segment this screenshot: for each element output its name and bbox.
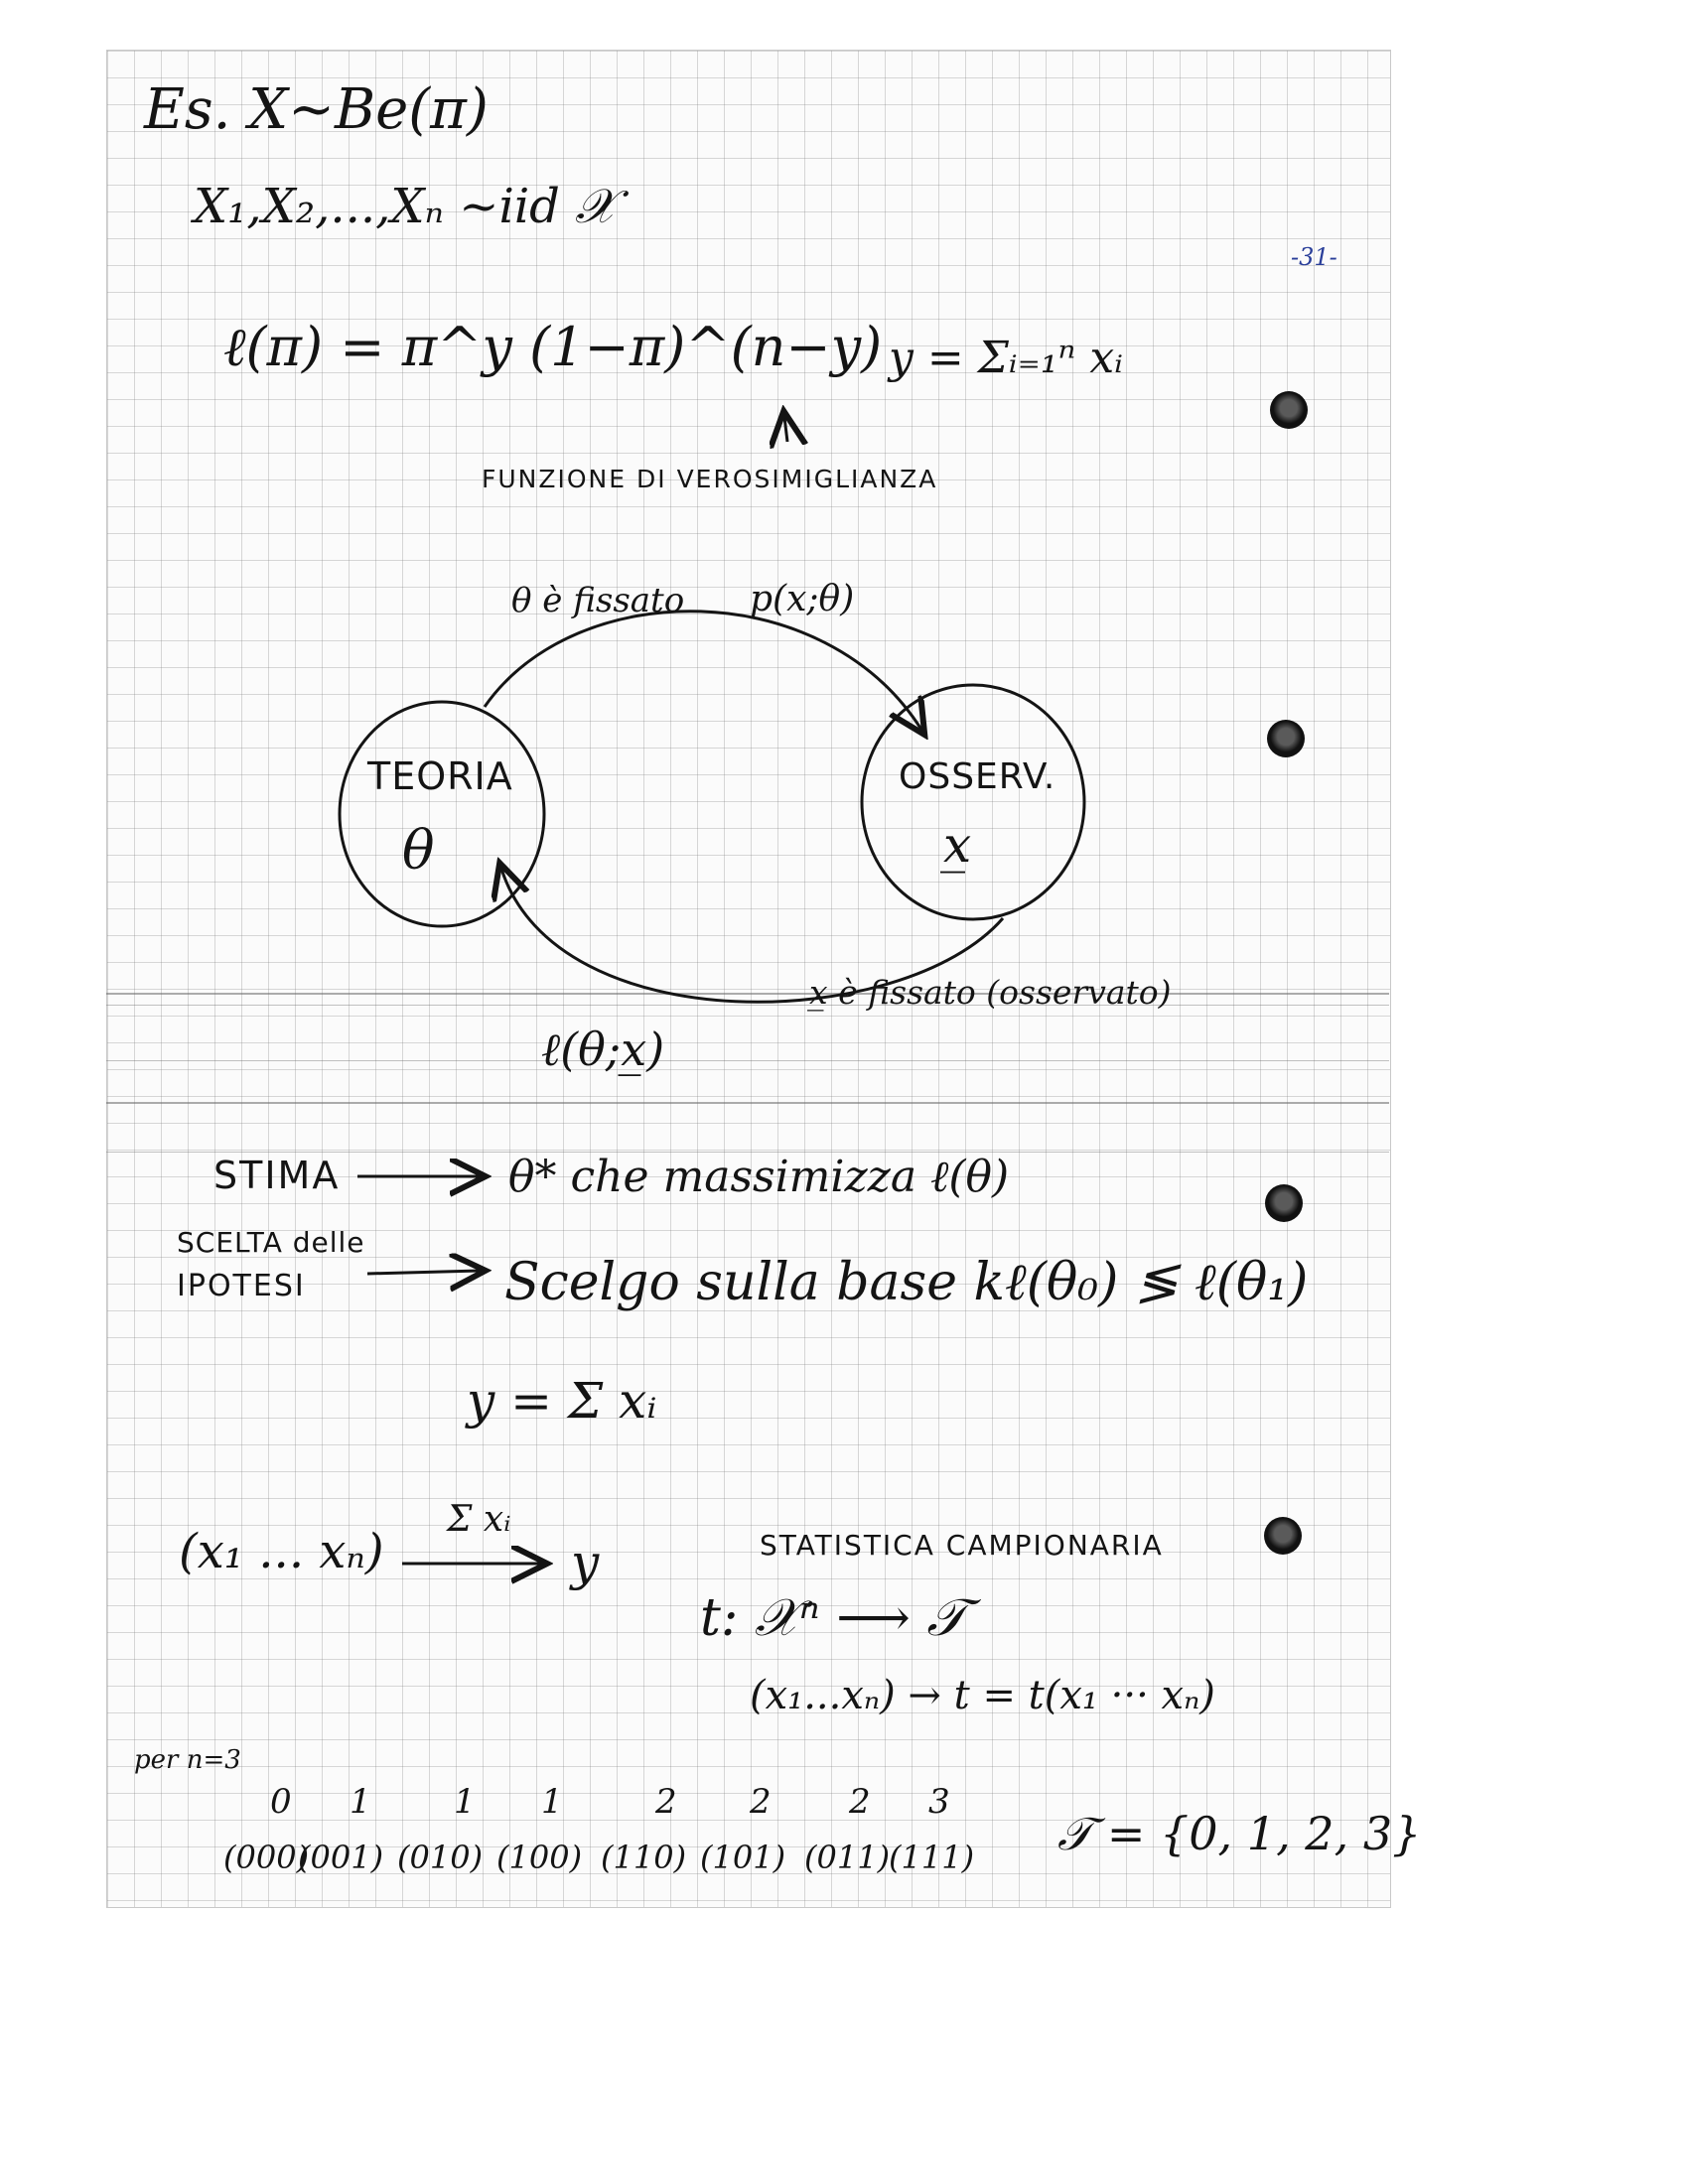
statistic-range-set: 𝒯 = {0, 1, 2, 3} <box>1057 1807 1422 1860</box>
sum-value: 1 <box>350 1782 371 1822</box>
top-arrow-condition: θ è fissato <box>511 581 685 620</box>
binary-tuple: (101) <box>700 1839 786 1876</box>
statistic-caption: STATISTICA CAMPIONARIA <box>760 1529 1164 1562</box>
theory-node-title: TEORIA <box>367 754 513 798</box>
sum-value: 3 <box>928 1782 950 1822</box>
example-heading: Es. X~Be(π) <box>144 77 489 142</box>
binary-tuple: (111) <box>889 1839 975 1876</box>
bottom-arrow-condition: x̲ è fissato (osservato) <box>809 973 1172 1012</box>
tuple: (x₁ ... xₙ) <box>179 1524 384 1579</box>
likelihood-caption: FUNZIONE DI VEROSIMIGLIANZA <box>482 465 938 493</box>
binary-tuple: (110) <box>601 1839 687 1876</box>
theory-node-symbol: θ <box>402 819 435 882</box>
scelta-text: Scelgo sulla base kℓ(θ₀) ≶ ℓ(θ₁) <box>504 1253 1309 1312</box>
likelihood-formula: ℓ(π) = π^y (1−π)^(n−y) <box>223 316 883 378</box>
scelta-label-line1: SCELTA delle <box>177 1226 365 1259</box>
top-arrow <box>485 612 921 730</box>
sum-value: 1 <box>454 1782 476 1822</box>
caption-arrow <box>784 417 787 442</box>
map-target-y: y <box>571 1534 600 1591</box>
statistic-map: (x₁...xₙ) → t = t(x₁ ··· xₙ) <box>750 1673 1215 1718</box>
iid-sample: X₁,X₂,...,Xₙ ~iid 𝒳 <box>194 179 617 234</box>
page-number: -31- <box>1291 243 1337 271</box>
binary-tuple: (011) <box>804 1839 891 1876</box>
sum-value: 2 <box>750 1782 772 1822</box>
sum-value: 1 <box>541 1782 563 1822</box>
sum-value: 0 <box>270 1782 292 1822</box>
stima-text: θ* che massimizza ℓ(θ) <box>508 1152 1010 1202</box>
top-arrow-function: p(x;θ) <box>750 579 855 619</box>
bottom-arrow-function: ℓ(θ;x̲) <box>541 1023 665 1076</box>
n3-label: per n=3 <box>134 1745 241 1775</box>
sum-definition: y = Σᵢ₌₁ⁿ xᵢ <box>889 333 1124 383</box>
statistic-definition: t: 𝒳ⁿ ⟶ 𝒯 <box>700 1588 967 1648</box>
observation-node-title: OSSERV. <box>899 756 1056 797</box>
binary-tuple: (100) <box>496 1839 583 1876</box>
stima-label: STIMA <box>213 1154 341 1197</box>
observation-node-circle <box>862 685 1084 919</box>
scelta-arrow <box>367 1271 480 1274</box>
scelta-label-line2: IPOTESI <box>177 1269 306 1303</box>
observation-node-symbol: x̲ <box>943 816 972 874</box>
binary-tuple: (001) <box>298 1839 384 1876</box>
binary-tuple: (000) <box>223 1839 310 1876</box>
y-sum: y = Σ xᵢ <box>467 1372 657 1430</box>
sum-value: 2 <box>655 1782 677 1822</box>
sum-value: 2 <box>849 1782 871 1822</box>
sum-over-arrow: Σ xᵢ <box>447 1499 511 1540</box>
theory-node-circle <box>340 702 544 926</box>
binary-tuple: (010) <box>397 1839 484 1876</box>
